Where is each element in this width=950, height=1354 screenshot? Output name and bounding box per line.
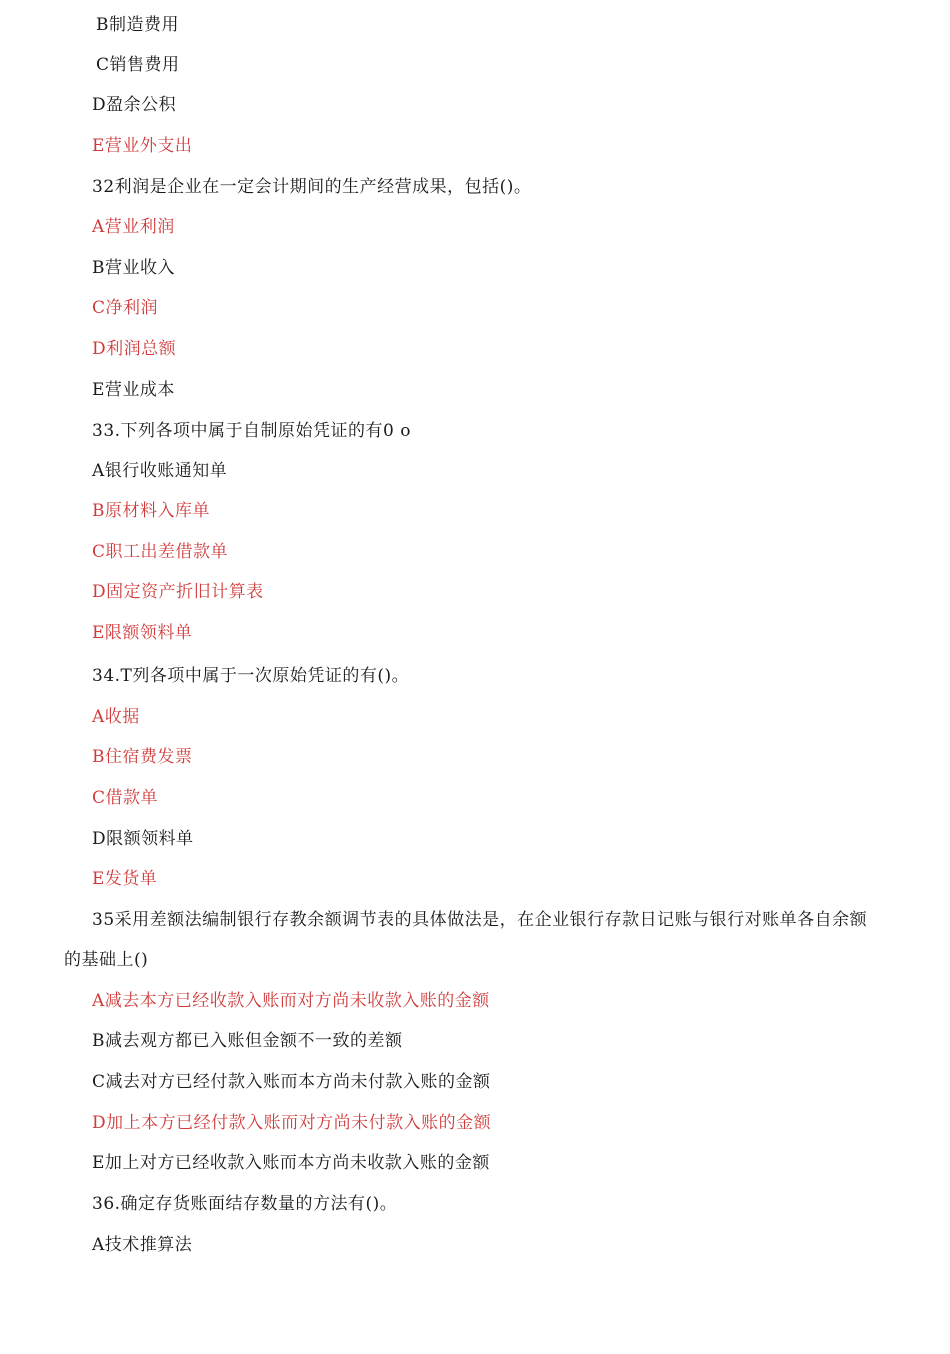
q32-option-e: E营业成本 bbox=[92, 380, 175, 400]
q36-option-a: A技术推算法 bbox=[92, 1235, 193, 1255]
question-35-line-2: 的基础上() bbox=[64, 950, 149, 970]
q35-option-b: B减去观方都已入账但金额不一致的差额 bbox=[92, 1031, 403, 1051]
question-33: 33.下列各项中属于自制原始凭证的有0 o bbox=[92, 421, 411, 441]
question-35-line-1: 35采用差额法编制银行存教余额调节表的具体做法是，在企业银行存款日记账与银行对账单各自余额 bbox=[92, 910, 868, 930]
q33-option-a: A银行收账通知单 bbox=[92, 461, 228, 481]
q32-option-a: A营业利润 bbox=[92, 217, 175, 237]
option-b-manufacturing-expense: B制造费用 bbox=[96, 15, 179, 35]
q32-option-b: B营业收入 bbox=[92, 258, 175, 278]
q35-option-a: A减去本方已经收款入账而对方尚未收款入账的金额 bbox=[92, 991, 490, 1011]
q34-option-c: C借款单 bbox=[92, 788, 159, 808]
q33-option-b: B原材料入库单 bbox=[92, 501, 210, 521]
question-32: 32利润是企业在一定会计期间的生产经营成果，包括()。 bbox=[92, 177, 532, 197]
q32-option-c: C净利润 bbox=[92, 298, 159, 318]
question-36: 36.确定存货账面结存数量的方法有()。 bbox=[92, 1194, 398, 1214]
q35-option-c: C减去对方已经付款入账而本方尚未付款入账的金额 bbox=[92, 1072, 491, 1092]
option-d-surplus-reserve: D盈余公积 bbox=[92, 95, 177, 115]
option-c-selling-expense: C销售费用 bbox=[96, 55, 180, 75]
q34-option-a: A收据 bbox=[92, 707, 140, 727]
q34-option-b: B住宿费发票 bbox=[92, 747, 193, 767]
q32-option-d: D利润总额 bbox=[92, 339, 177, 359]
q34-option-d: D限额领料单 bbox=[92, 829, 194, 849]
q35-option-d: D加上本方已经付款入账而对方尚未付款入账的金额 bbox=[92, 1113, 492, 1133]
option-e-non-operating-expense: E营业外支出 bbox=[92, 136, 193, 156]
q35-option-e: E加上对方已经收款入账而本方尚未收款入账的金额 bbox=[92, 1153, 490, 1173]
q34-option-e: E发货单 bbox=[92, 869, 158, 889]
q33-option-c: C职工出差借款单 bbox=[92, 542, 229, 562]
q33-option-e: E限额领料单 bbox=[92, 623, 193, 643]
q33-option-d: D固定资产折旧计算表 bbox=[92, 582, 264, 602]
question-34: 34.T列各项中属于一次原始凭证的有()。 bbox=[92, 666, 410, 686]
